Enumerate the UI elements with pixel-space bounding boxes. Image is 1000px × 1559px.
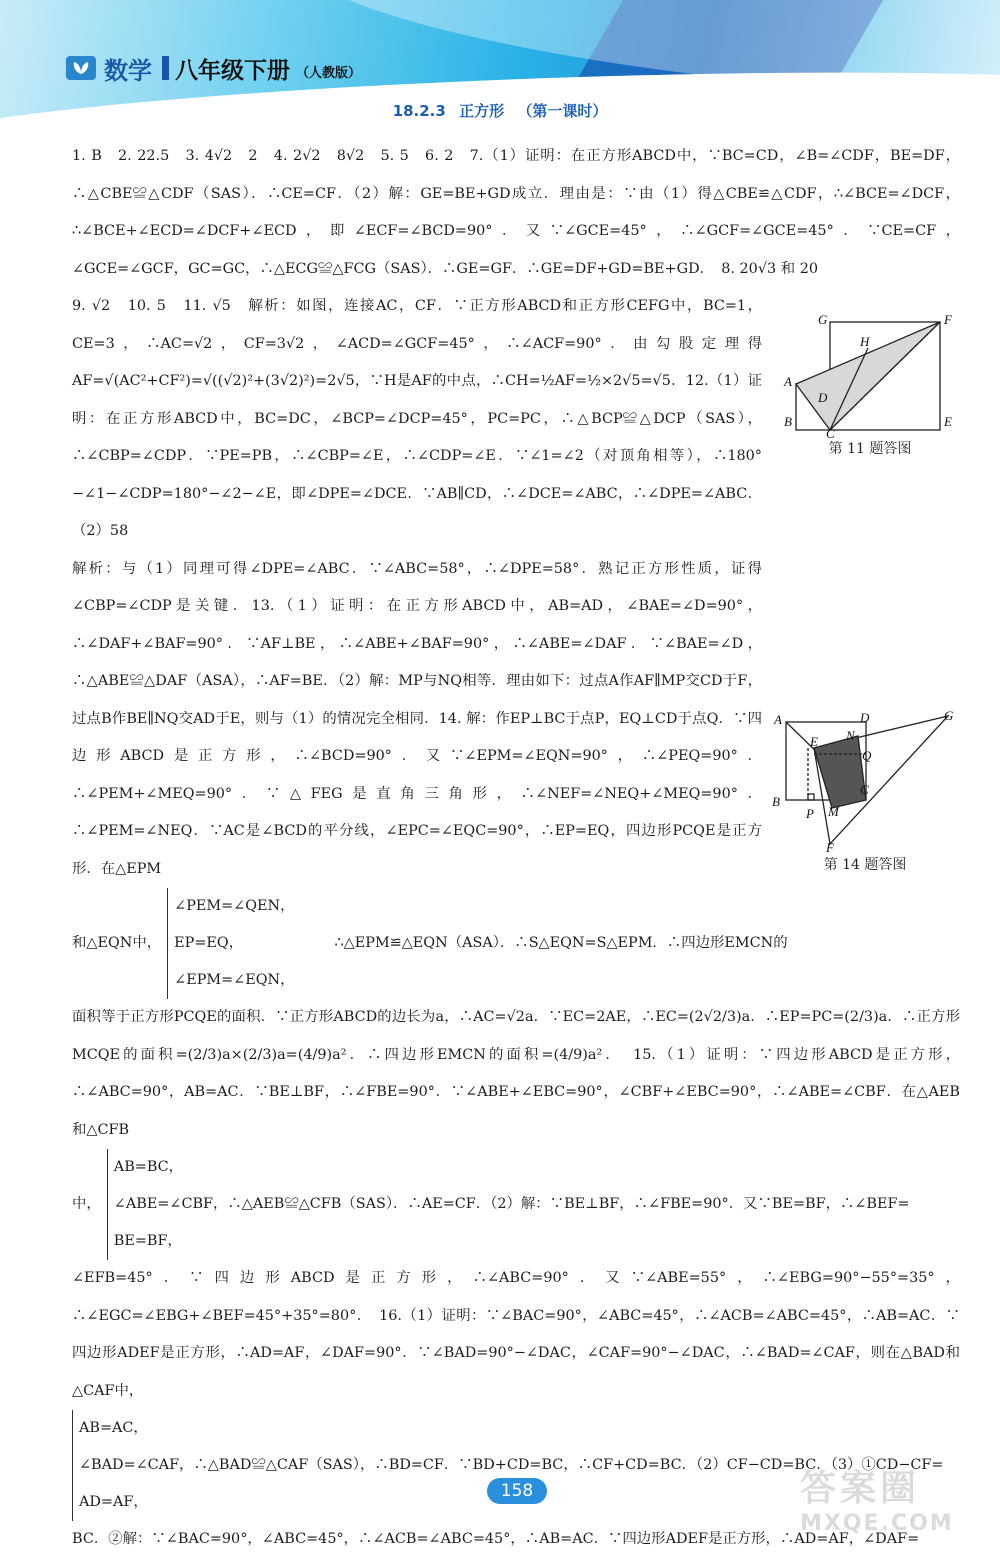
- vertex-label: N: [846, 728, 855, 743]
- figure-11: [780, 308, 960, 458]
- equation-system: [72, 888, 960, 999]
- vertex-label: E: [810, 734, 818, 749]
- subject-label: 数学: [104, 56, 152, 85]
- system-brace: [167, 888, 294, 999]
- vertex-label: B: [772, 794, 780, 809]
- figure-11-diagram: [780, 308, 960, 438]
- book-header: [66, 52, 361, 84]
- answer-paragraph: 1. B 2. 22.5 3. 4√2 2 4. 2√2 8√2 5. 5 6. 2 7.（1）证明：在正方形ABCD中，∵BC=CD，∠B=∠CDF，BE=DF，∴△CBE≌△CDF（SAS）．∴CE=CF．（2）解：GE=BE+GD成立．理由是：∵由（1）得△CBE≌△CDF，∴∠BCE=∠DCF，∴∠BCE+∠ECD=∠DCF+∠ECD，即∠ECF=∠BCD=90°．又∵∠GCE=45°，∴∠GCF=∠GCE=45°．∵CE=CF，∠GCE=∠GCF，GC=GC，∴△ECG≌△FCG（SAS）．∴GE=GF．∴GE=DF+GD=BE+GD． 8. 20√3 和 20: [72, 148, 960, 277]
- system-line: AD=AF，: [79, 1494, 148, 1510]
- section-name: 正方形: [459, 102, 505, 120]
- system-line: ∠PEM=∠QEN，: [174, 898, 295, 914]
- answer-paragraph: BC．②解：∵∠BAC=90°，∠ABC=45°，∴∠ACB=∠ABC=45°，∴AB=AC．∵四边形ADEF是正方形，∴AD=AF，∠DAF=: [72, 1531, 920, 1547]
- figure-caption: 第 14 题答图: [823, 857, 907, 873]
- watermark-text: 答案圈: [800, 1468, 921, 1509]
- system-brace: [107, 1149, 910, 1260]
- system-label: 中，: [72, 1195, 101, 1212]
- section-lesson: （第一课时）: [517, 102, 608, 120]
- system-label: 和△EQN中，: [72, 934, 162, 951]
- vertex-label: G: [944, 708, 954, 723]
- vertex-label: C: [860, 782, 869, 797]
- section-title: [0, 100, 1000, 121]
- system-line: ∠BAD=∠CAF，∴△BAD≌△CAF（SAS），∴BD=CF．∵BD+CD=BC，∴CF+CD=BC．（2）CF−CD=BC．（3）①CD−CF=: [79, 1457, 944, 1473]
- header-divider: [162, 56, 169, 80]
- answer-paragraph: ∠EFB=45°．∵四边形ABCD是正方形，∴∠ABC=90°．又∵∠ABE=55°，∴∠EBG=90°−55°=35°，∴∠EGC=∠EBG+∠BEF=45°+35°=80°． 16.（1）证明：∵∠BAC=90°，∠ABC=45°，∴∠ACB=∠ABC=45°，∴AB=AC．∵四边形ADEF是正方形，∴AD=AF，∠DAF=90°．∵∠BAD=90°−∠DAC，∠CAF=90°−∠DAC，∴∠BAD=∠CAF，则在△BAD和△CAF中，: [72, 1270, 960, 1399]
- vertex-label: D: [860, 710, 870, 725]
- vertex-label: F: [944, 312, 952, 327]
- grade-label: 八年级下册: [175, 57, 290, 84]
- system-line: AB=AC，: [79, 1420, 148, 1436]
- system-conclusion: ∴△EPM≌△EQN（ASA）．∴S△EQN=S△EPM．∴四边形EMCN的: [334, 934, 788, 951]
- system-line: ∠ABE=∠CBF，∴△AEB≌△CFB（SAS）．∴AE=CF．（2）解：∵BE⊥BF，∴∠FBE=90°．又∵BE=BF，∴∠BEF=: [113, 1196, 910, 1212]
- answer-paragraph: 面积等于正方形PCQE的面积．∵正方形ABCD的边长为a，∴AC=√2a．∵EC=2AE，∴EC=(2√2/3)a．∴EP=PC=(2/3)a．∴正方形MCQE的面积=(2/3)a×(2/3)a=(4/9)a²．∴四边形EMCN的面积=(4/9)a²． 15.（1）证明：∵四边形ABCD是正方形，∴∠ABC=90°，AB=AC．∵BE⊥BF，∴∠FBE=90°．∵∠ABE+∠EBC=90°，∠CBF+∠EBC=90°，∴∠ABE=∠CBF．在△AEB和△CFB: [72, 1009, 960, 1138]
- answer-paragraph: 9. √2 10. 5 11. √5 解析：如图，连接AC，CF．∵正方形ABCD和正方形CEFG中，BC=1，CE=3，∴AC=√2，CF=3√2，∠ACD=∠GCF=45°，∴∠ACF=90°．由勾股定理得AF=√(AC²+CF²)=√((√2)²+(3√2)²)=2√5，∵H是AF的中点，∴CH=½AF=½×2√5=√5．12.（1）证明：在正方形ABCD中，BC=DC，∠BCP=∠DCP=45°，PC=PC，∴△BCP≌△DCP（SAS），∴∠CBP=∠CDP．∵PE=PB，∴∠CBP=∠E，∴∠CDP=∠E．∵∠1=∠2（对顶角相等），∴180°−∠1−∠CDP=180°−∠2−∠E，即∠DPE=∠DCE．∵AB∥CD，∴∠DCE=∠ABC，∴∠DPE=∠ABC．（2）58: [72, 298, 762, 539]
- edition-label: （人教版）: [296, 65, 362, 81]
- vertex-label: C: [826, 426, 835, 438]
- vertex-label: Q: [862, 748, 872, 763]
- vertex-label: A: [784, 374, 792, 389]
- vertex-label: G: [818, 312, 828, 327]
- system-line: BE=BF，: [113, 1233, 182, 1249]
- answer-paragraph: 解析：与（1）同理可得∠DPE=∠ABC．∵∠ABC=58°，∴∠DPE=58°．熟记正方形性质，证得∠CBP=∠CDP是关键．13.（1）证明：在正方形ABCD中，AB=AD，∠BAE=∠D=90°，∴∠DAF+∠BAF=90°．∵AF⊥BE，∴∠ABE+∠BAF=90°，∴∠ABE=∠DAF．∵∠BAE=∠D，∴△ABE≌△DAF（ASA），∴AF=BE．（2）解：MP与NQ相等．理由如下：过点A作AF∥MP交CD于F，过点B作BE∥NQ交AD于E，则与（1）的情况完全相同．14. 解：作EP⊥BC于点P，EQ⊥CD于点Q．∵四边形ABCD是正方形，∴∠BCD=90°．又∵∠EPM=∠EQN=90°，∴∠PEQ=90°．∴∠PEM+∠MEQ=90°．∵△FEG是直角三角形，∴∠NEF=∠NEQ+∠MEQ=90°．∴∠PEM=∠NEQ．∵AC是∠BCD的平分线，∠EPC=∠EQC=90°，∴EP=EQ，四边形PCQE是正方形．在△EPM: [72, 560, 762, 877]
- system-line: ∠EPM=∠EQN，: [174, 972, 295, 988]
- vertex-label: M: [828, 804, 839, 819]
- page-number: 158: [487, 1478, 547, 1504]
- section-number: 18.2.3: [392, 102, 446, 120]
- leaf-logo-icon: [66, 56, 96, 80]
- vertex-label: P: [806, 806, 814, 821]
- vertex-label: A: [774, 712, 782, 727]
- vertex-label: E: [944, 414, 952, 429]
- figure-14-diagram: [770, 706, 960, 854]
- equation-system: [72, 1149, 960, 1260]
- vertex-label: D: [818, 390, 828, 405]
- figure-14: [770, 706, 960, 874]
- vertex-label: B: [784, 414, 792, 429]
- vertex-label: H: [860, 334, 870, 349]
- vertex-label: F: [826, 840, 834, 854]
- system-line: EP=EQ，: [174, 935, 244, 951]
- system-line: AB=BC，: [113, 1159, 184, 1175]
- watermark-url: MXQE.COM: [800, 1511, 954, 1536]
- watermark-logo: [800, 1460, 990, 1544]
- figure-caption: 第 11 题答图: [828, 441, 912, 457]
